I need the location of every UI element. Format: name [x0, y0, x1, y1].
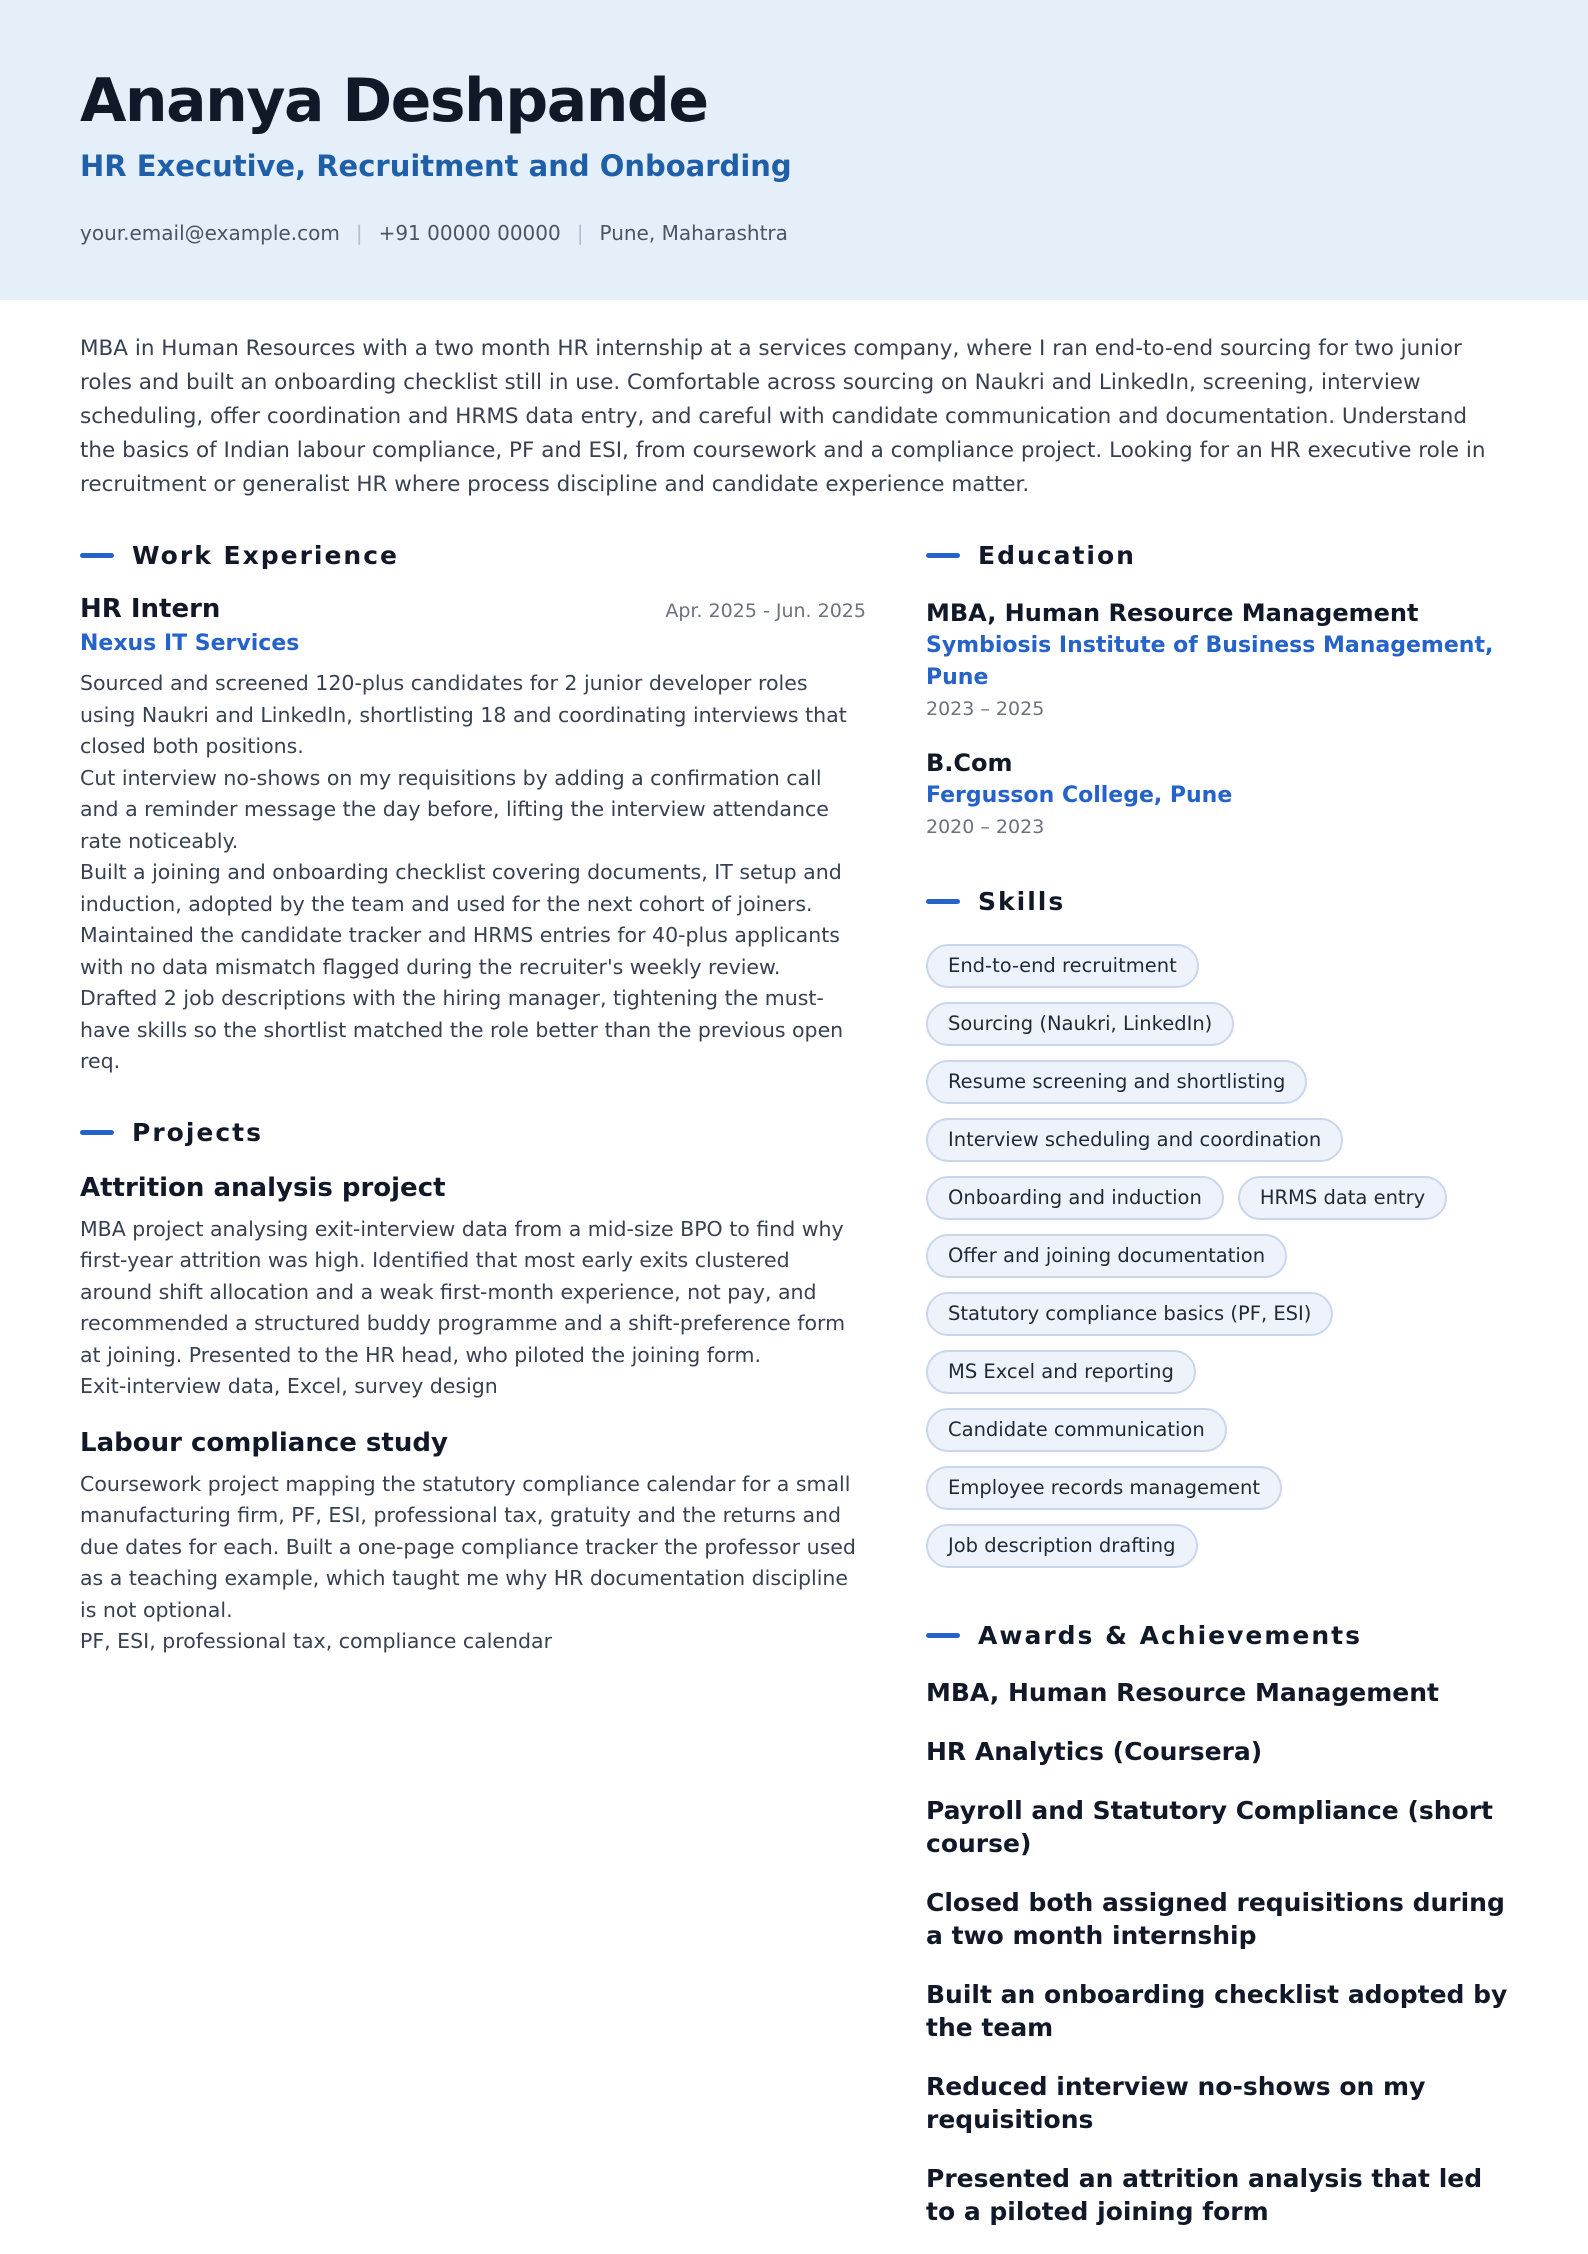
skill-chip: Employee records management [926, 1466, 1282, 1510]
skill-chip: Sourcing (Naukri, LinkedIn) [926, 1002, 1234, 1046]
award-item: Closed both assigned requisitions during a two month internship [926, 1888, 1505, 1950]
skill-chip: Offer and joining documentation [926, 1234, 1287, 1278]
project-title: Labour compliance study [80, 1427, 448, 1458]
section-heading-projects [80, 1118, 866, 1148]
award-item: MBA, Human Resource Management [926, 1678, 1439, 1707]
contact-phone[interactable]: +91 00000 00000 [378, 221, 561, 245]
section-heading-label: Work Experience [132, 540, 399, 570]
skill-chip: Candidate communication [926, 1408, 1227, 1452]
accent-bar [926, 1633, 960, 1638]
education-years: 2023 – 2025 [926, 698, 1045, 720]
skill-chip: Resume screening and shortlisting [926, 1060, 1307, 1104]
award-item: Payroll and Statutory Compliance (short course) [926, 1796, 1494, 1858]
education-degree: MBA, Human Resource Management [926, 599, 1419, 627]
skill-chip: Interview scheduling and coordination [926, 1118, 1343, 1162]
project-tech: PF, ESI, professional tax, compliance calendar [80, 1629, 553, 1653]
section-heading-label: Skills [978, 886, 1066, 916]
accent-bar [80, 1130, 114, 1135]
section-heading-experience [80, 540, 866, 570]
project-title: Attrition analysis project [80, 1172, 446, 1203]
job-bullet: Built a joining and onboarding checklist covering documents, IT setup and induction, adopted by the team and used for the next cohort of joiners. [80, 860, 842, 916]
section-heading-label: Projects [132, 1118, 264, 1147]
award-item: Reduced interview no-shows on my requisitions [926, 2072, 1426, 2134]
education-entry [926, 596, 1508, 724]
candidate-role: HR Executive, Recruitment and Onboarding [80, 149, 792, 183]
project-description: Coursework project mapping the statutory compliance calendar for a small manufacturing firm, PF, ESI, professional tax, gratuity and the returns and due dates for each. Built a one-page compliance tracker the professor used as a teaching example, which taught me why HR documentation discipline is not optional. [80, 1471, 856, 1622]
section-heading-education [926, 540, 1508, 570]
section-heading-awards [926, 1620, 1508, 1650]
skill-chip: End-to-end recruitment [926, 944, 1199, 988]
section-heading-label: Awards & Achievements [978, 1620, 1363, 1650]
skill-chip: MS Excel and reporting [926, 1350, 1196, 1394]
skill-chip: Job description drafting [926, 1524, 1198, 1568]
skill-chip: HRMS data entry [1238, 1176, 1447, 1220]
job-bullet: Maintained the candidate tracker and HRMS entries for 40-plus applicants with no data mismatch flagged during the recruiter's weekly review. [80, 923, 840, 979]
education-school: Symbiosis Institute of Business Management, Pune [926, 633, 1494, 690]
contact-email[interactable]: your.email@example.com [80, 221, 340, 245]
job-bullet: Sourced and screened 120-plus candidates for 2 junior developer roles using Naukri and LinkedIn, shortlisting 18 and coordinating interviews that closed both positions. [80, 671, 847, 758]
job-bullet: Cut interview no-shows on my requisitions by adding a confirmation call and a reminder message the day before, lifting the interview attendance rate noticeably. [80, 765, 829, 853]
contact-divider: | [355, 221, 363, 245]
education-degree: B.Com [926, 749, 1013, 777]
project-entry [80, 1425, 866, 1658]
education-years: 2020 – 2023 [926, 816, 1045, 838]
skill-chip: Onboarding and induction [926, 1176, 1224, 1220]
accent-bar [80, 553, 114, 558]
candidate-name: Ananya Deshpande [80, 66, 708, 136]
contact-line [80, 218, 1508, 248]
skill-chip: Statutory compliance basics (PF, ESI) [926, 1292, 1333, 1336]
job-dates: Apr. 2025 - Jun. 2025 [665, 600, 866, 622]
job-title: HR Intern [80, 594, 221, 624]
project-description: MBA project analysing exit-interview data from a mid-size BPO to find why first-year attrition was high. Identified that most early exits clustered around shift allocation and a weak first-month experience, not pay, and recommended a structured buddy programme and a shift-preference form at joining. Presented to the HR head, who piloted the joining form. [80, 1216, 846, 1367]
award-item: Built an onboarding checklist adopted by the team [926, 1980, 1508, 2042]
accent-bar [926, 553, 960, 558]
award-item: Presented an attrition analysis that led to a piloted joining form [926, 2164, 1483, 2226]
education-entry [926, 746, 1508, 842]
project-tech: Exit-interview data, Excel, survey design [80, 1374, 498, 1398]
contact-divider: | [576, 221, 584, 245]
resume-header [0, 0, 1588, 300]
project-entry [80, 1170, 866, 1403]
profile-summary: MBA in Human Resources with a two month HR internship at a services company, where I ran end-to-end sourcing for two junior roles and built an onboarding checklist still in use. Comfortable across sourcing on Naukri and LinkedIn, screening, interview scheduling, offer coordination and HRMS data entry, and careful with candidate communication and documentation. Understand the basics of Indian labour compliance, PF and ESI, from coursework and a compliance project. Looking for an HR executive role in recruitment or generalist HR where process discipline and candidate experience matter. [80, 336, 1486, 497]
job-company: Nexus IT Services [80, 631, 300, 656]
job-entry [80, 594, 866, 1078]
education-school: Fergusson College, Pune [926, 783, 1233, 808]
awards-list [926, 1676, 1508, 2228]
left-column [80, 540, 866, 2254]
job-bullet: Drafted 2 job descriptions with the hiring manager, tightening the must-have skills so the shortlist matched the role better than the previous open req. [80, 986, 844, 1073]
job-bullets [80, 668, 866, 1078]
skills-list [926, 944, 1508, 1582]
section-heading-skills [926, 886, 1508, 916]
resume-body [80, 540, 1508, 2254]
award-item: HR Analytics (Coursera) [926, 1737, 1263, 1766]
contact-location: Pune, Maharashtra [599, 221, 788, 245]
accent-bar [926, 899, 960, 904]
right-column [926, 540, 1508, 2254]
section-heading-label: Education [978, 540, 1136, 570]
